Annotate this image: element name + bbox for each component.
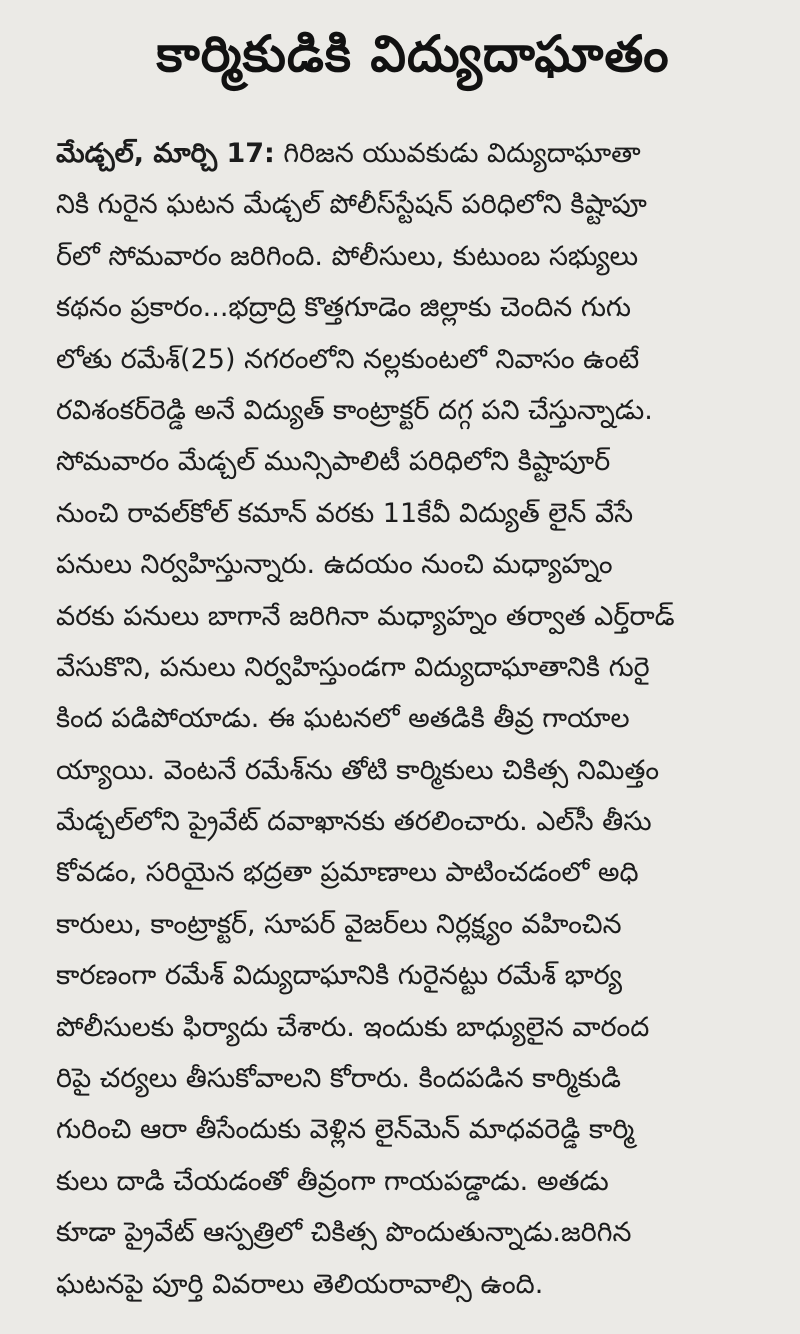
article-line: కోవడం, సరియైన భద్రతా ప్రమాణాలు పాటించడంలో అధి [56,857,639,889]
article-line: వేసుకొని, పనులు నిర్వహిస్తుండగా విద్యుదాఘాతానికి గురై [56,651,650,683]
article-body [56,128,770,1310]
article-line: రవిశంకర్‌రెడ్డి అనే విద్యుత్ కాంట్రాక్టర్ దగ్గ పని చేస్తున్నాడు. [56,394,653,426]
article-line: కులు దాడి చేయడంతో తీవ్రంగా గాయపడ్డాడు. అతడు [56,1165,609,1197]
article-line: నికి గురైన ఘటన మేడ్చల్ పోలీస్‌స్టేషన్ పరిధిలోని కిష్టాపూ [56,189,647,221]
article-line: ఘటనపై పూర్తి వివరాలు తెలియరావాల్సి ఉంది. [56,1268,544,1300]
article-line: వరకు పనులు బాగానే జరిగినా మధ్యాహ్నం తర్వాత ఎర్త్‌రాడ్ [56,600,675,632]
article-line: కారులు, కాంట్రాక్టర్, సూపర్ వైజర్‌లు నిర్లక్ష్యం వహించిన [56,908,622,940]
article-line: పనులు నిర్వహిస్తున్నారు. ఉదయం నుంచి మధ్యాహ్నం [56,549,613,581]
article-line: పోలీసులకు ఫిర్యాదు చేశారు. ఇందుకు బాధ్యులైన వారంద [56,1011,650,1043]
article-line: కూడా ప్రైవేట్ ఆస్పత్రిలో చికిత్స పొందుతున్నాడు.జరిగిన [56,1217,632,1249]
article-line: కారణంగా రమేశ్ విద్యుదాఘానికి గురైనట్టు రమేశ్ భార్య [56,960,622,992]
article-line: నుంచి రావల్‌కోల్ కమాన్ వరకు 11కేవీ విద్యుత్ లైన్ వేసే [56,497,634,529]
article-line: గురించి ఆరా తీసేందుకు వెళ్లిన లైన్‌మెన్ మాధవరెడ్డి కార్మి [56,1114,635,1146]
article-line: సోమవారం మేడ్చల్ మున్సిపాలిటీ పరిధిలోని కిష్టాపూర్ [56,446,611,478]
article-line: య్యాయి. వెంటనే రమేశ్‌ను తోటి కార్మికులు చికిత్స నిమిత్తం [56,754,660,786]
article-line: లోతు రమేశ్(25) నగరంలోని నల్లకుంటలో నివాసం ఉంటే [56,343,640,375]
article-line: కింద పడిపోయాడు. ఈ ఘటనలో అతడికి తీవ్ర గాయాల [56,703,630,735]
article-line: రిపై చర్యలు తీసుకోవాలని కోరారు. కిందపడిన కార్మికుడి [56,1063,621,1095]
article-line: కథనం ప్రకారం...భద్రాద్రి కొత్తగూడెం జిల్లాకు చెందిన గుగు [56,292,631,324]
article-line [56,128,770,179]
dateline: మేడ్చల్, మార్చి 17: [56,138,275,169]
headline: కార్మికుడికి విద్యుదాఘాతం [156,25,670,83]
article-line-text: గిరిజన యువకుడు విద్యుదాఘాతా [274,138,641,169]
article-line: మేడ్చల్‌లోని ప్రైవేట్ దవాఖానకు తరలించారు. ఎల్‌సీ తీసు [56,806,652,838]
article-line: ర్‌లో సోమవారం జరిగింది. పోలీసులు, కుటుంబ సభ్యులు [56,240,639,272]
